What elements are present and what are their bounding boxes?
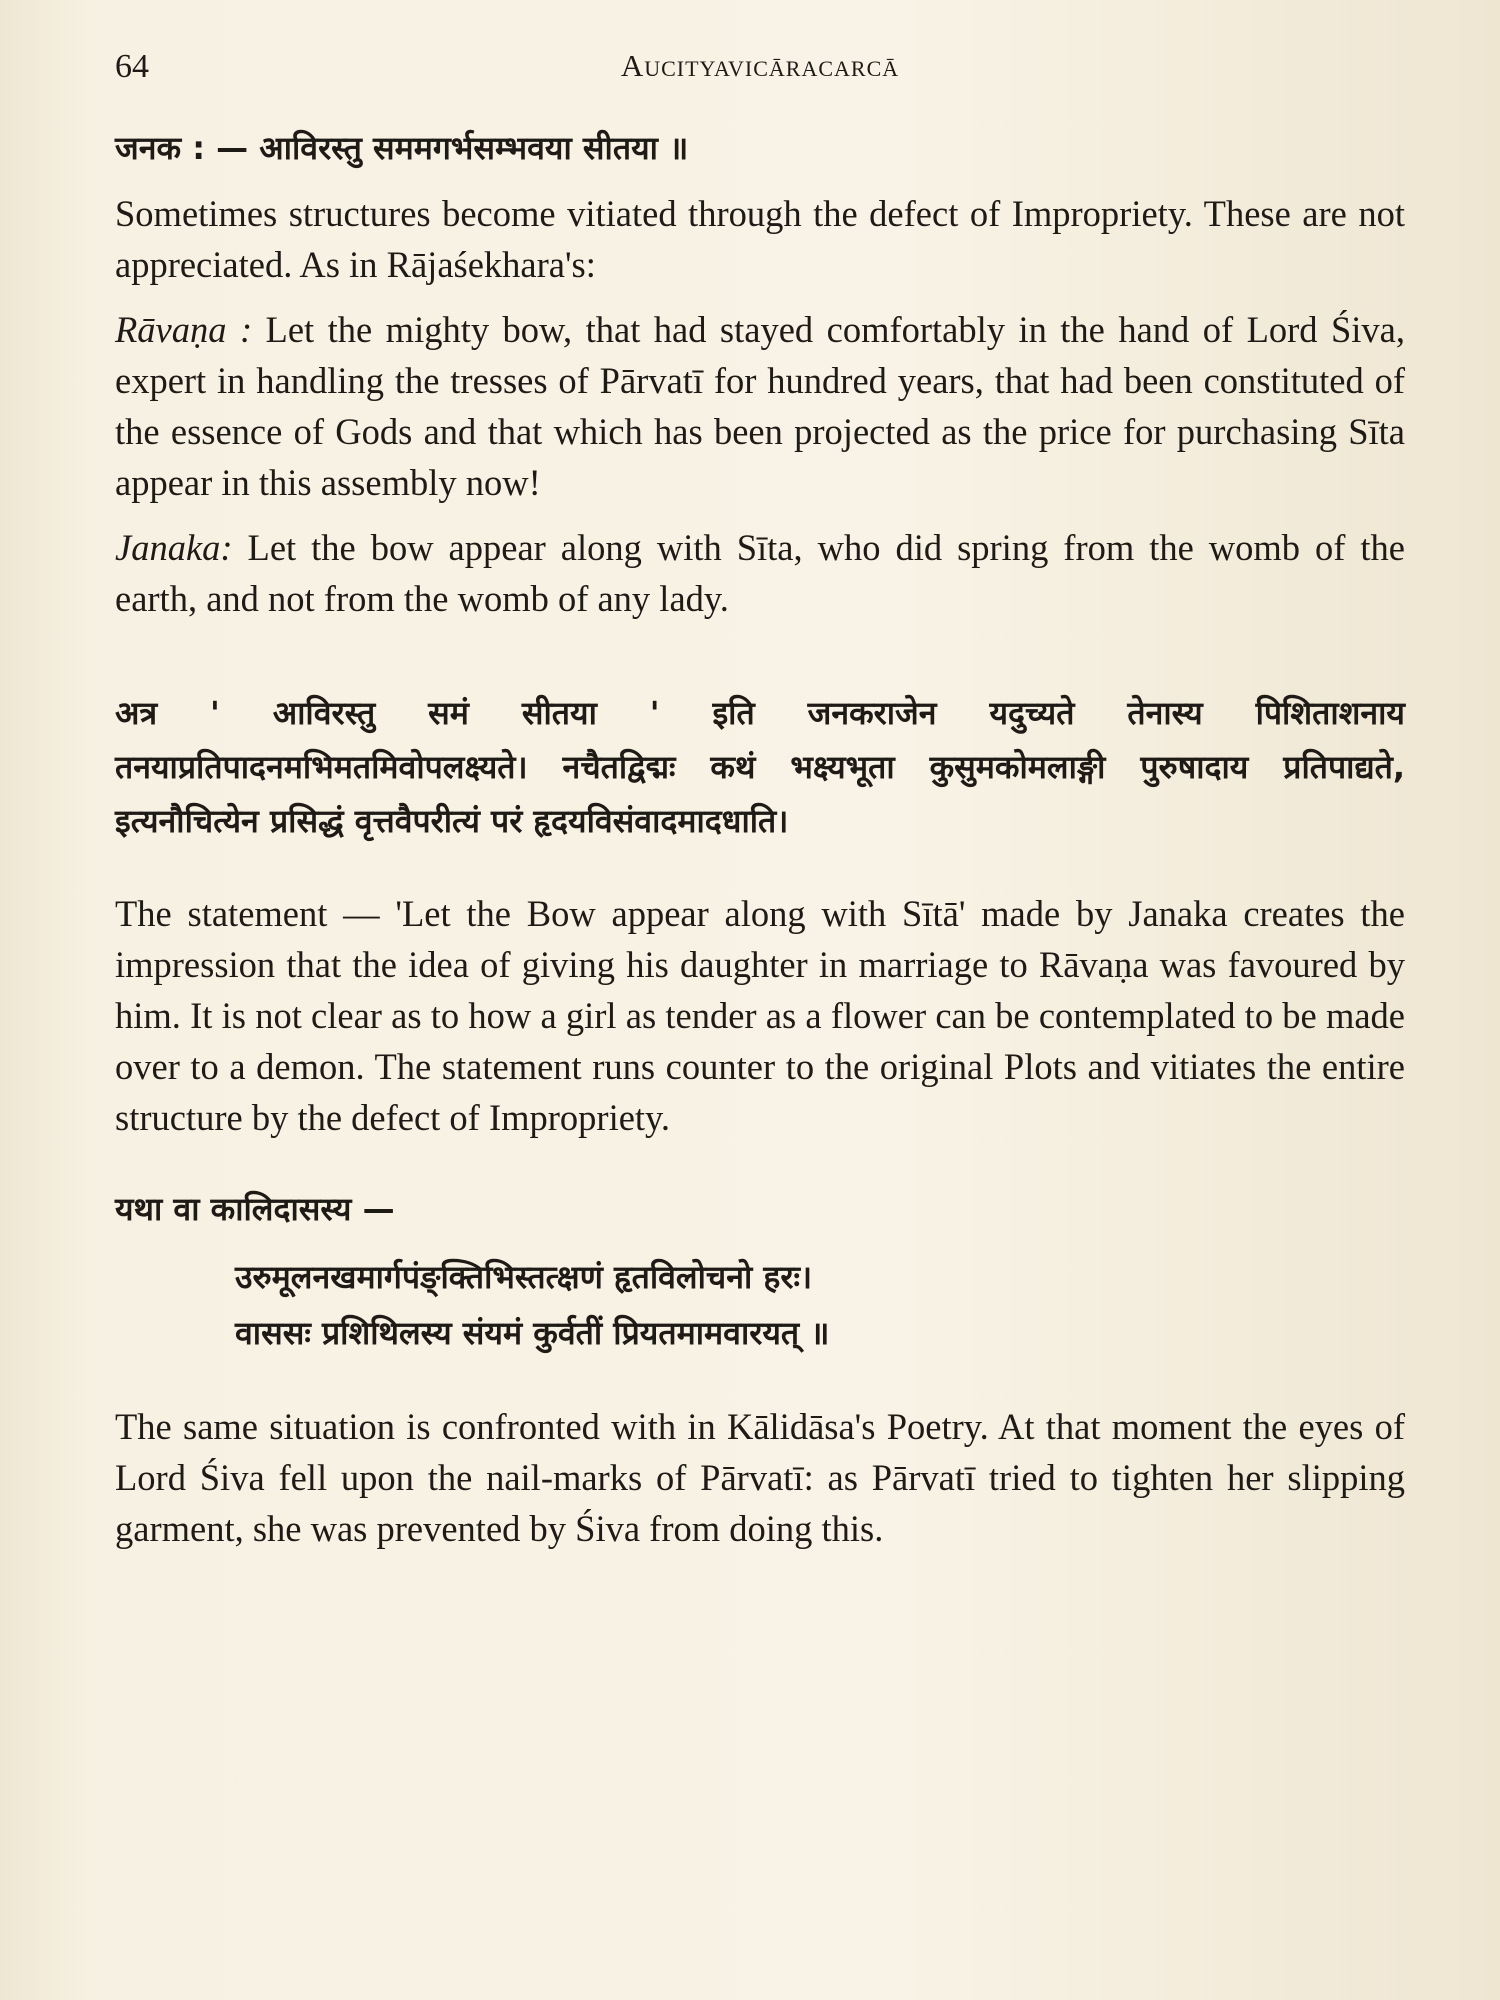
verse-line-1: उरुमूलनखमार्गपंङ्क्तिभिस्तत्क्षणं हृतविलोचनो हरः। [235, 1258, 813, 1296]
paragraph-kalidasa-situation: The same situation is confronted with in Kālidāsa's Poetry. At that moment the eyes of Lord Śiva fell upon the nail-marks of Pārvatī: as Pārvatī tried to tighten her slipping garment, she was prevented by Śiva from doing this. [115, 1406, 1405, 1549]
page-header [115, 48, 1405, 98]
paragraph-janaka-speech [115, 522, 1405, 624]
sanskrit-quote-janaka: जनक : — आविरस्तु सममगर्भसम्भवया सीतया ॥ [115, 129, 689, 167]
sanskrit-kalidasa-intro: यथा वा कालिदासस्य — [115, 1190, 395, 1228]
verse-line-2: वाससः प्रशिथिलस्य संयमं कुर्वतीं प्रियतमामवारयत् ॥ [235, 1314, 830, 1352]
speaker-janaka: Janaka: [115, 527, 233, 568]
paragraph-impropriety-intro: Sometimes structures become vitiated through the defect of Impropriety. These are not appreciated. As in Rājaśekhara's: [115, 193, 1405, 285]
running-title: Aucityavicāracarcā [620, 48, 900, 83]
speaker-ravana: Rāvaṇa : [115, 309, 253, 350]
paragraph-statement-analysis: The statement — 'Let the Bow appear along with Sītā' made by Janaka creates the impression that the idea of giving his daughter in marriage to Rāvaṇa was favoured by him. It is not clear as to how a girl as tender as a flower can be contemplated to be made over to a demon. The statement runs counter to the original Plots and vitiates the entire structure by the defect of Impropriety. [115, 893, 1405, 1138]
janaka-speech-text: Let the bow appear along with Sīta, who did spring from the womb of the earth, and not from the womb of any lady. [115, 527, 1405, 619]
page-content [115, 122, 1405, 1554]
paragraph-ravana-speech [115, 304, 1405, 508]
page-number: 64 [115, 48, 149, 85]
sanskrit-commentary: अत्र ' आविरस्तु समं सीतया ' इति जनकराजेन यदुच्यते तेनास्य पिशिताशनाय तनयाप्रतिपादनमभिमतमिवोपलक्ष्यते। नचैतद्विद्मः कथं भक्ष्यभूता कुसुमकोमलाङ्गी पुरुषादाय प्रतिपाद्यते, इत्यनौचित्येन प्रसिद्धं वृत्तवैपरीत्यं परं हृदयविसंवादमादधाति। [115, 694, 1405, 840]
ravana-speech-text: Let the mighty bow, that had stayed comfortably in the hand of Lord Śiva, expert in handling the tresses of Pārvatī for hundred years, that had been constituted of the essence of Gods and that which has been projected as the price for purchasing Sīta appear in this assembly now! [115, 309, 1405, 503]
